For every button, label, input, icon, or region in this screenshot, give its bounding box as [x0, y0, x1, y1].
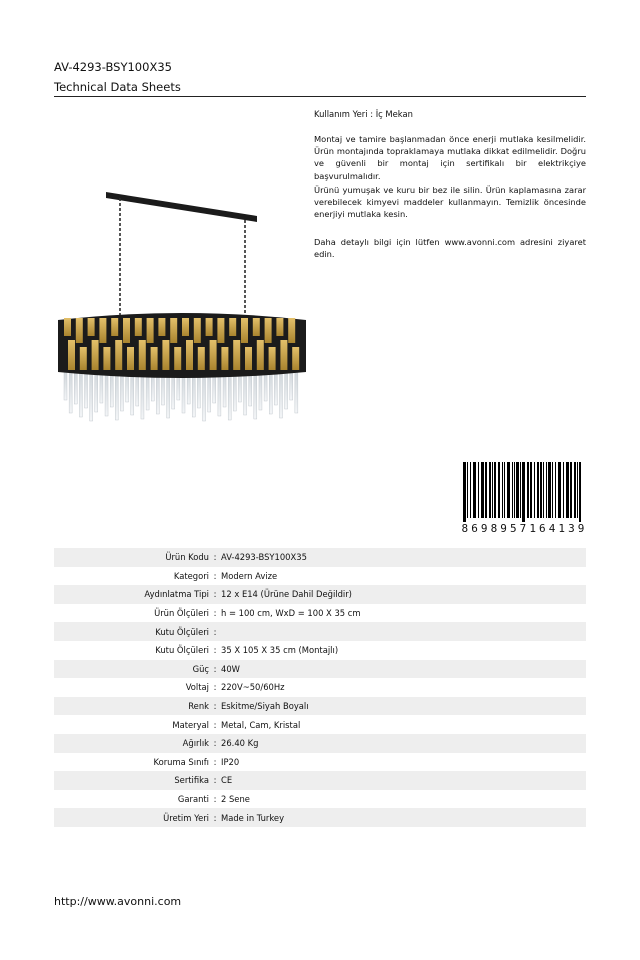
gold-black-band [58, 313, 306, 378]
spec-value: IP20 [221, 756, 240, 767]
suspension-chains [120, 198, 245, 326]
spec-value: CE [221, 775, 233, 786]
spec-separator: : [213, 663, 217, 674]
spec-row [54, 585, 586, 604]
barcode-digit: 6 [471, 522, 478, 535]
spec-separator: : [213, 719, 217, 730]
spec-table [54, 548, 586, 827]
spec-value: 220V~50/60Hz [221, 682, 285, 693]
spec-row [54, 753, 586, 772]
spec-value: AV-4293-BSY100X35 [221, 552, 307, 563]
spec-row [54, 697, 586, 716]
spec-row [54, 567, 586, 586]
spec-row [54, 808, 586, 827]
spec-row [54, 678, 586, 697]
spec-label: Voltaj [185, 682, 209, 693]
spec-value: 26.40 Kg [221, 738, 259, 749]
spec-label: Kutu Ölçüleri [155, 626, 209, 637]
spec-label: Renk [188, 701, 209, 712]
spec-row [54, 548, 586, 567]
spec-row [54, 660, 586, 679]
spec-value: h = 100 cm, WxD = 100 X 35 cm [221, 608, 361, 619]
spec-label: Güç [192, 663, 209, 674]
footer-url[interactable]: http://www.avonni.com [54, 895, 182, 908]
barcode-digit: 6 [539, 522, 546, 535]
usage-line: Kullanım Yeri : İç Mekan [314, 109, 413, 119]
barcode-digit: 9 [480, 522, 488, 535]
spec-separator: : [213, 608, 217, 619]
spec-separator: : [213, 626, 217, 637]
spec-label: Kategori [173, 570, 209, 581]
spec-label: Ürün Ölçüleri [154, 608, 209, 619]
spec-separator: : [213, 701, 217, 712]
spec-value: Made in Turkey [221, 812, 285, 823]
barcode-digit: 9 [500, 522, 507, 535]
spec-row [54, 734, 586, 753]
spec-row [54, 771, 586, 790]
cleaning-paragraph: Ürünü yumuşak ve kuru bir bez ile silin. Ürün kaplamasına zarar verebilecek kimyevi maddeler kullanmayın. Temizlik öncesinde enerjiyi mutlaka kesin. [314, 185, 586, 220]
ceiling-canopy-bar [106, 192, 257, 222]
spec-label: Aydınlatma Tipi [144, 589, 209, 600]
spec-separator: : [213, 570, 217, 581]
header-rule [54, 96, 586, 97]
spec-row [54, 641, 586, 660]
spec-label: Koruma Sınıfı [153, 756, 209, 767]
barcode-digit: 7 [519, 522, 527, 535]
spec-row [54, 604, 586, 623]
product-barcode [460, 460, 586, 536]
spec-separator: : [213, 794, 217, 805]
barcode-digit: 3 [568, 522, 575, 535]
spec-value: Metal, Cam, Kristal [221, 719, 301, 730]
safety-paragraph: Montaj ve tamire başlanmadan önce enerji mutlaka kesilmelidir. Ürün montajında topraklamaya mutlaka dikkat edilmelidir. Doğru ve güvenli bir montaj için sertifikalı bir elektrikçiye başvurulmalıdır. [314, 134, 586, 181]
spec-row [54, 622, 586, 641]
spec-separator: : [213, 645, 217, 656]
spec-label: Garanti [177, 794, 209, 805]
spec-value: 12 x E14 (Ürüne Dahil Değildir) [221, 589, 352, 600]
datasheet-subtitle: Technical Data Sheets [54, 80, 181, 94]
barcode-digit: 4 [548, 522, 556, 535]
spec-label: Materyal [172, 719, 209, 730]
chandelier-product-image [52, 186, 314, 430]
spec-row [54, 715, 586, 734]
spec-label: Üretim Yeri [163, 812, 209, 823]
spec-row [54, 790, 586, 809]
barcode-digits [460, 523, 586, 535]
barcode-digit: 8 [461, 522, 469, 535]
barcode-digit: 5 [509, 522, 517, 535]
spec-value: Eskitme/Siyah Boyalı [221, 701, 309, 712]
spec-separator: : [213, 812, 217, 823]
barcode-digit: 1 [529, 522, 536, 535]
spec-label: Sertifika [174, 775, 209, 786]
barcode-digit: 8 [490, 522, 498, 535]
spec-separator: : [213, 552, 217, 563]
spec-separator: : [213, 775, 217, 786]
barcode-bars [460, 460, 586, 522]
spec-separator: : [213, 589, 217, 600]
website-paragraph: Daha detaylı bilgi için lütfen www.avonni.com adresini ziyaret edin. [314, 237, 586, 260]
spec-value: 35 X 105 X 35 cm (Montajlı) [221, 645, 339, 656]
spec-label: Ürün Kodu [165, 552, 209, 563]
spec-value: 40W [221, 663, 240, 674]
spec-separator: : [213, 738, 217, 749]
spec-label: Kutu Ölçüleri [155, 645, 209, 656]
product-code-title: AV-4293-BSY100X35 [54, 60, 172, 74]
spec-value: Modern Avize [221, 570, 278, 581]
spec-label: Ağırlık [182, 738, 209, 749]
spec-separator: : [213, 756, 217, 767]
spec-separator: : [213, 682, 217, 693]
barcode-digit: 1 [558, 522, 566, 535]
spec-value: 2 Sene [221, 794, 250, 805]
barcode-digit: 9 [577, 522, 585, 535]
